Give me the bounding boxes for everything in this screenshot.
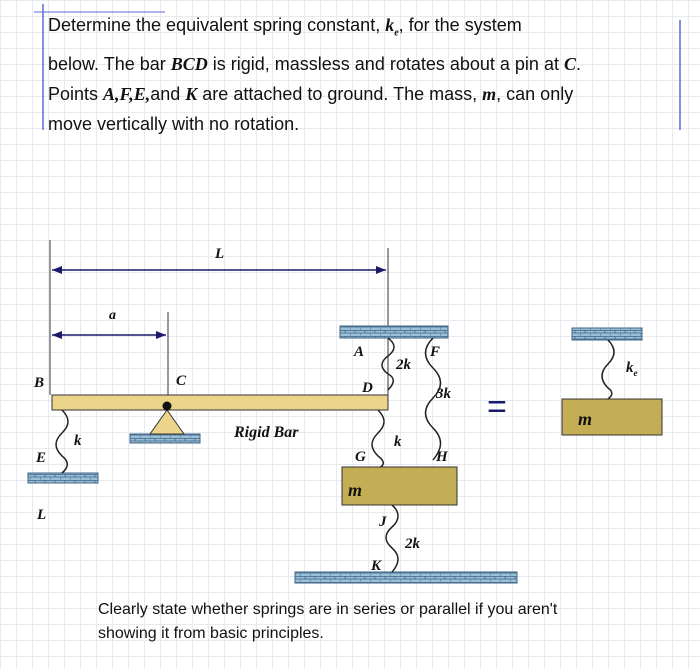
spring-jk-label: 2k	[405, 536, 420, 552]
mass-label: m	[348, 480, 363, 500]
spring-e	[56, 410, 68, 473]
point-d-label: D	[362, 380, 373, 396]
point-b-label: B	[34, 375, 45, 391]
rigid-bar-label: Rigid Bar	[234, 424, 299, 441]
rigid-bar	[52, 395, 388, 410]
point-k-label: K	[371, 558, 382, 574]
spring-jk	[386, 505, 398, 572]
problem-line-4: move vertically with no rotation.	[48, 113, 300, 134]
point-g-label: G	[355, 449, 366, 465]
spring-gh-label: k	[394, 434, 402, 450]
ground-af	[340, 326, 448, 338]
spring-g	[372, 410, 384, 468]
mass-block-equivalent	[562, 399, 662, 435]
spring-ad-label: 2k	[396, 357, 411, 373]
last-ground-point: K	[185, 83, 198, 104]
dim-a-arrow-left	[52, 331, 62, 339]
ground-e	[28, 473, 98, 483]
problem-line-1: Determine the equivalent spring constant, $k_e$, for the system	[48, 15, 522, 39]
point-j-label: J	[379, 514, 387, 530]
point-f-label: F	[430, 344, 441, 360]
mass-symbol: m	[482, 83, 497, 104]
ground-pin	[130, 434, 200, 443]
dim-L-arrow-left	[52, 266, 62, 274]
spring-fh-label: 3k	[436, 386, 451, 402]
dim-a-arrow-right	[156, 331, 166, 339]
spring-equivalent	[602, 340, 614, 399]
problem-statement	[48, 10, 648, 139]
pin-support	[150, 410, 184, 434]
point-e-label: E	[36, 450, 47, 466]
bar-name: BCD	[170, 53, 208, 74]
spring-eq-label: $k_e$	[626, 360, 638, 378]
point-c-label: C	[176, 373, 187, 389]
mass-label-equivalent: m	[578, 409, 593, 429]
dim-L-arrow-right	[376, 266, 386, 274]
ground-equivalent	[572, 328, 642, 340]
point-h-label: H	[436, 449, 448, 465]
point-a-label: A	[354, 344, 365, 360]
dim-a-label: a	[109, 308, 116, 323]
ground-k	[295, 572, 517, 583]
problem-line-2: below. The bar BCD is rigid, massless and rotates about a pin at C.	[48, 53, 581, 74]
dim-L-label: L	[215, 246, 225, 262]
instruction-note: Clearly state whether springs are in series or parallel if you aren't showing it from basic principles.	[98, 601, 558, 642]
pin-c	[163, 402, 172, 411]
ke-symbol: $k_e$	[385, 15, 399, 39]
point-l-label: L	[37, 507, 47, 523]
problem-line-3: Points A,F,E,and K are attached to ground. The mass, m, can only	[48, 83, 574, 104]
pin-name: C	[563, 53, 576, 74]
ground-points: A,F,E,	[103, 83, 151, 104]
spring-e-label: k	[74, 433, 82, 449]
equals-sign: =	[487, 388, 507, 426]
